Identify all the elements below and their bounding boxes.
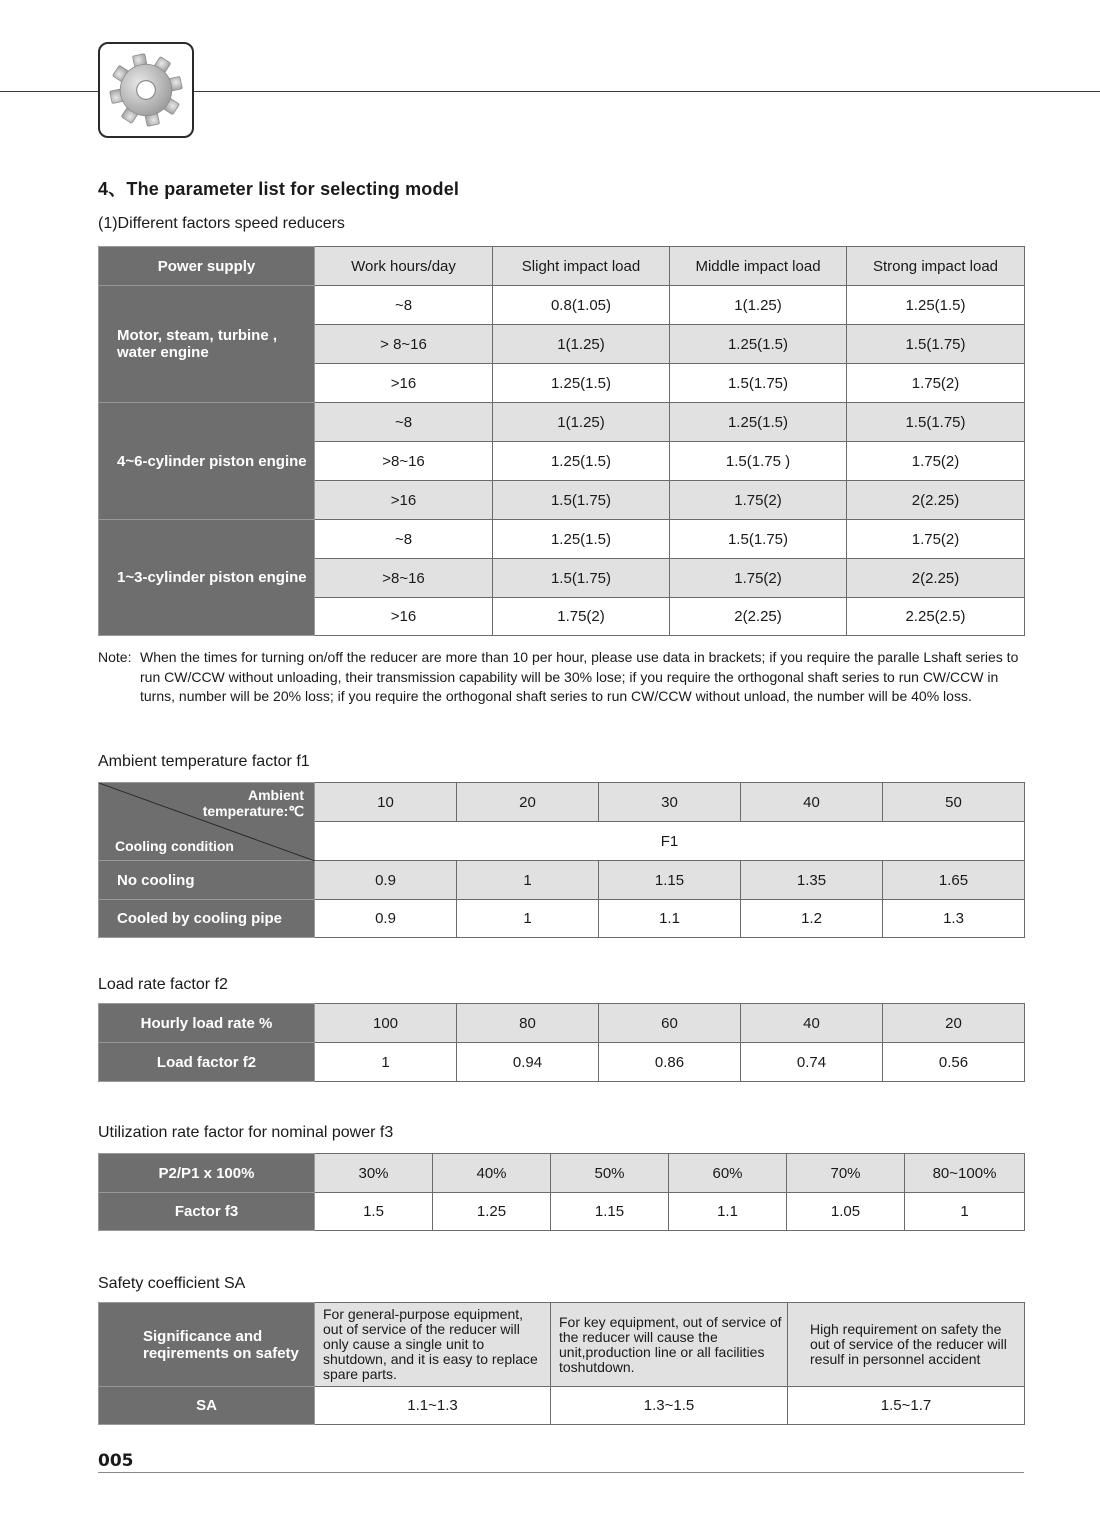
cell: 20 bbox=[883, 1004, 1025, 1043]
note bbox=[98, 648, 1026, 707]
cell: 1 bbox=[457, 900, 599, 938]
row-label: SA bbox=[99, 1387, 315, 1425]
table-row bbox=[99, 1303, 1025, 1387]
table-row bbox=[99, 900, 1025, 938]
cell: ~8 bbox=[315, 520, 493, 559]
temp-header: 40 bbox=[741, 783, 883, 822]
cell: 0.74 bbox=[741, 1043, 883, 1082]
cell: ~8 bbox=[315, 286, 493, 325]
header-rule-left bbox=[0, 91, 98, 92]
t3-subtitle: Load rate factor f2 bbox=[98, 976, 228, 993]
cell: 1.5(1.75) bbox=[493, 559, 670, 598]
cell: 2(2.25) bbox=[670, 598, 847, 636]
cell: 0.94 bbox=[457, 1043, 599, 1082]
table-row bbox=[99, 520, 1025, 559]
cell: 2(2.25) bbox=[847, 481, 1025, 520]
cell: >16 bbox=[315, 481, 493, 520]
cell: ~8 bbox=[315, 403, 493, 442]
cell: 1.75(2) bbox=[847, 364, 1025, 403]
cell: 1(1.25) bbox=[670, 286, 847, 325]
cell: 80~100% bbox=[905, 1154, 1025, 1193]
gear-icon bbox=[107, 51, 185, 129]
cell: 1.5(1.75) bbox=[493, 481, 670, 520]
row-label: Significance and reqirements on safety bbox=[99, 1303, 315, 1387]
cell: 2.25(2.5) bbox=[847, 598, 1025, 636]
utilization-rate-table bbox=[98, 1153, 1025, 1231]
row-label: Hourly load rate % bbox=[99, 1004, 315, 1043]
header-strong-load: Strong impact load bbox=[847, 247, 1025, 286]
ambient-temperature-table bbox=[98, 782, 1025, 938]
cell: 1.05 bbox=[787, 1193, 905, 1231]
t1-subtitle: (1)Different factors speed reducers bbox=[98, 215, 345, 232]
temp-header: 20 bbox=[457, 783, 599, 822]
table-row bbox=[99, 1154, 1025, 1193]
row-label: No cooling bbox=[99, 861, 315, 900]
cell: 1.5(1.75 ) bbox=[670, 442, 847, 481]
cell: 1.75(2) bbox=[847, 442, 1025, 481]
cell: 1(1.25) bbox=[493, 403, 670, 442]
group-label: 1~3-cylinder piston engine bbox=[99, 520, 315, 636]
row-label: Cooled by cooling pipe bbox=[99, 900, 315, 938]
cell: 2(2.25) bbox=[847, 559, 1025, 598]
cell: 1.25(1.5) bbox=[493, 364, 670, 403]
cell: 1.1 bbox=[599, 900, 741, 938]
cell: 1 bbox=[457, 861, 599, 900]
cell: >8~16 bbox=[315, 559, 493, 598]
footer-rule bbox=[98, 1472, 1024, 1473]
table-row bbox=[99, 1387, 1025, 1425]
temp-header: 10 bbox=[315, 783, 457, 822]
row-label: Load factor f2 bbox=[99, 1043, 315, 1082]
cell: 0.9 bbox=[315, 900, 457, 938]
cell: 0.8(1.05) bbox=[493, 286, 670, 325]
table-row bbox=[99, 403, 1025, 442]
row-label: Factor f3 bbox=[99, 1193, 315, 1231]
cell: 1.3~1.5 bbox=[551, 1387, 788, 1425]
cell: 1.3 bbox=[883, 900, 1025, 938]
cell: 1.25(1.5) bbox=[493, 442, 670, 481]
cell: High requirement on safety the out of service of the reducer will resulf in personnel accident bbox=[788, 1303, 1025, 1387]
load-rate-table bbox=[98, 1003, 1025, 1082]
cell: 1.25(1.5) bbox=[493, 520, 670, 559]
cell: 1.5(1.75) bbox=[847, 403, 1025, 442]
cell: 1.25(1.5) bbox=[670, 325, 847, 364]
cell: >16 bbox=[315, 364, 493, 403]
table-row bbox=[99, 1193, 1025, 1231]
cell: 1 bbox=[315, 1043, 457, 1082]
cell: 30% bbox=[315, 1154, 433, 1193]
cell: 70% bbox=[787, 1154, 905, 1193]
page-number: 005 bbox=[98, 1451, 134, 1471]
cell: 1.25(1.5) bbox=[670, 403, 847, 442]
cell: 1.75(2) bbox=[670, 481, 847, 520]
cell: 1.5(1.75) bbox=[670, 364, 847, 403]
cell: 1(1.25) bbox=[493, 325, 670, 364]
cell: 1.5(1.75) bbox=[670, 520, 847, 559]
cell: 1.15 bbox=[551, 1193, 669, 1231]
table-row bbox=[99, 286, 1025, 325]
cell: 0.9 bbox=[315, 861, 457, 900]
cell: 1.35 bbox=[741, 861, 883, 900]
cell: 1.5 bbox=[315, 1193, 433, 1231]
cell: 1.2 bbox=[741, 900, 883, 938]
cell: 1.15 bbox=[599, 861, 741, 900]
cell: 1.1~1.3 bbox=[315, 1387, 551, 1425]
cell: 80 bbox=[457, 1004, 599, 1043]
safety-coefficient-table bbox=[98, 1302, 1025, 1425]
logo-badge bbox=[98, 42, 194, 138]
cell: 0.56 bbox=[883, 1043, 1025, 1082]
table-row bbox=[99, 861, 1025, 900]
section-title: 4、The parameter list for selecting model bbox=[98, 179, 460, 199]
cell: 1 bbox=[905, 1193, 1025, 1231]
group-label: Motor, steam, turbine , water engine bbox=[99, 286, 315, 403]
cell: >16 bbox=[315, 598, 493, 636]
corner-top-label: Ambient temperature:℃ bbox=[202, 787, 304, 819]
header-work-hours: Work hours/day bbox=[315, 247, 493, 286]
cell: 100 bbox=[315, 1004, 457, 1043]
t5-subtitle: Safety coefficient SA bbox=[98, 1275, 246, 1292]
header-power-supply: Power supply bbox=[99, 247, 315, 286]
corner-bottom-label: Cooling condition bbox=[115, 838, 234, 854]
f1-label: F1 bbox=[315, 822, 1025, 861]
cell: 0.86 bbox=[599, 1043, 741, 1082]
cell: 1.75(2) bbox=[493, 598, 670, 636]
group-label: 4~6-cylinder piston engine bbox=[99, 403, 315, 520]
cell: 1.75(2) bbox=[670, 559, 847, 598]
t4-subtitle: Utilization rate factor for nominal power f3 bbox=[98, 1124, 394, 1141]
cell: 50% bbox=[551, 1154, 669, 1193]
cell: 1.25 bbox=[433, 1193, 551, 1231]
table-row bbox=[99, 1004, 1025, 1043]
cell: > 8~16 bbox=[315, 325, 493, 364]
header-rule-right bbox=[194, 91, 1100, 92]
cell: 1.5~1.7 bbox=[788, 1387, 1025, 1425]
cell: 40% bbox=[433, 1154, 551, 1193]
cell: For key equipment, out of service of the reducer will cause the unit,production line or all facilities toshutdown. bbox=[551, 1303, 788, 1387]
temp-header: 30 bbox=[599, 783, 741, 822]
cell: 1.1 bbox=[669, 1193, 787, 1231]
corner-header bbox=[99, 783, 315, 861]
cell: 40 bbox=[741, 1004, 883, 1043]
cell: >8~16 bbox=[315, 442, 493, 481]
different-factors-table bbox=[98, 246, 1025, 636]
cell: For general-purpose equipment, out of service of the reducer will only cause a single unit to shutdown, and it is easy to replace spare parts. bbox=[315, 1303, 551, 1387]
row-label: P2/P1 x 100% bbox=[99, 1154, 315, 1193]
cell: 60% bbox=[669, 1154, 787, 1193]
header-middle-load: Middle impact load bbox=[670, 247, 847, 286]
header-slight-load: Slight impact load bbox=[493, 247, 670, 286]
t2-subtitle: Ambient temperature factor f1 bbox=[98, 753, 310, 770]
table-row bbox=[99, 1043, 1025, 1082]
cell: 1.65 bbox=[883, 861, 1025, 900]
cell: 1.75(2) bbox=[847, 520, 1025, 559]
cell: 1.25(1.5) bbox=[847, 286, 1025, 325]
temp-header: 50 bbox=[883, 783, 1025, 822]
note-text: When the times for turning on/off the reducer are more than 10 per hour, please use data in brackets; if you require the paralle Lshaft series to run CW/CCW without unloading, their transmission capability will be 30% lose; if you require the orthogonal shaft series to run CW/CCW in turns, number will be 20% loss; if you require the orthogonal shaft series to run CW/CCW without unload, the number will be 40% loss. bbox=[140, 649, 1019, 704]
cell: 60 bbox=[599, 1004, 741, 1043]
note-label: Note: bbox=[98, 649, 132, 665]
cell: 1.5(1.75) bbox=[847, 325, 1025, 364]
